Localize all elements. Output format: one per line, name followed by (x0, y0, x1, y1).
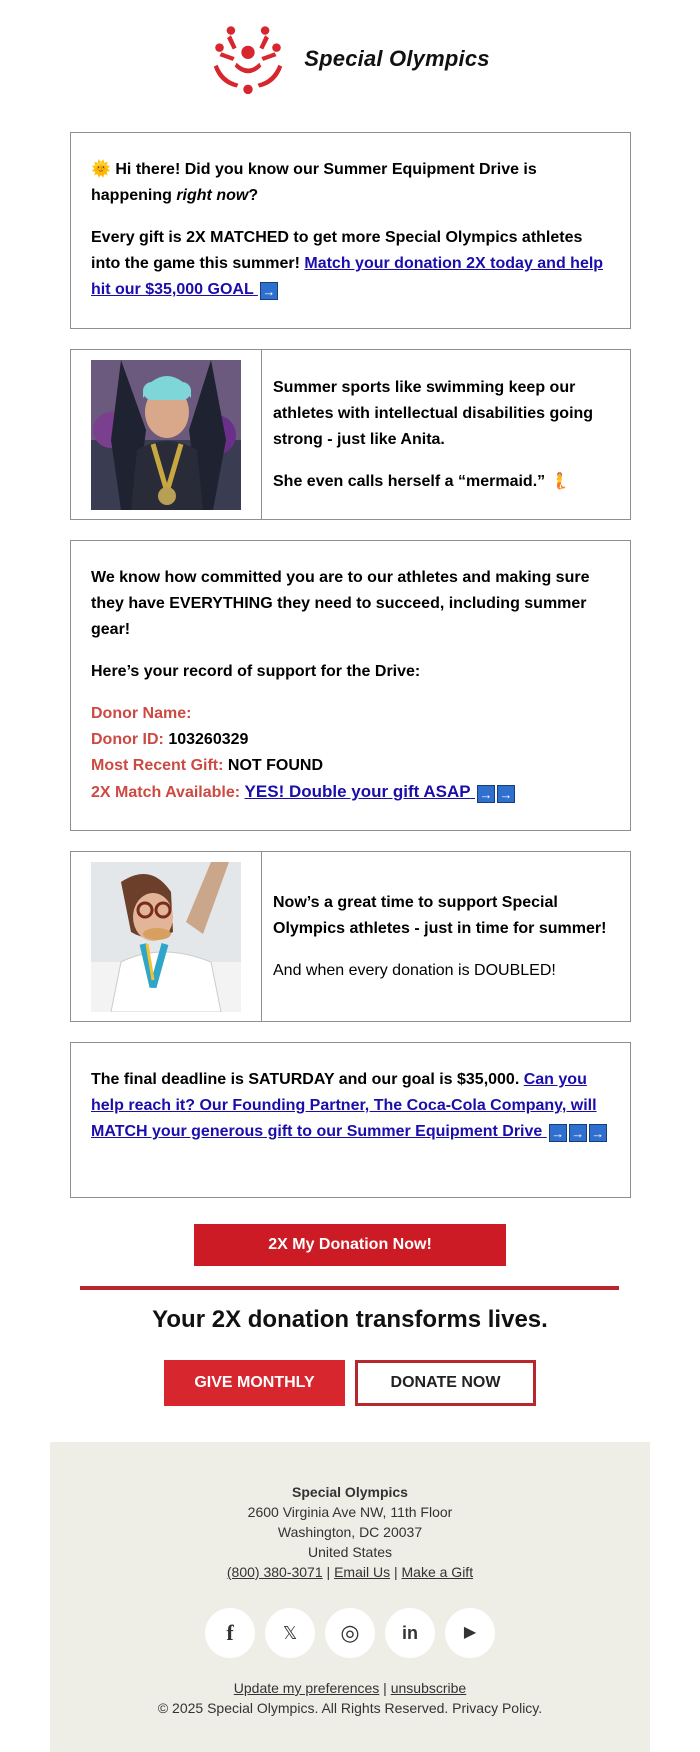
footer-address-line2: Washington, DC 20037 (277, 1524, 423, 1540)
sun-icon: 🌞 (91, 161, 111, 178)
double-donation-button[interactable]: 2X My Donation Now! (194, 1224, 506, 1266)
special-olympics-logo-icon (210, 21, 286, 97)
unsubscribe-link[interactable]: unsubscribe (390, 1680, 467, 1696)
donor-name-label: Donor Name: (91, 705, 192, 722)
separator: | (379, 1680, 391, 1696)
x-twitter-icon[interactable]: 𝕏 (265, 1608, 315, 1658)
arrow-right-icon: → (497, 785, 515, 803)
email-header (0, 0, 700, 132)
give-monthly-button[interactable]: GIVE MONTHLY (164, 1360, 345, 1406)
update-preferences-link[interactable]: Update my preferences (233, 1680, 380, 1696)
intro-card (70, 132, 631, 329)
footer-org-name: Special Olympics (292, 1484, 408, 1500)
intro-paragraph (91, 157, 610, 209)
deadline-paragraph (91, 1067, 610, 1145)
match-available-label: 2X Match Available: (91, 784, 241, 801)
support-now-text: Now’s a great time to support Special Olympics athletes - just in time for summer! (273, 893, 607, 937)
footer-country: United States (307, 1544, 393, 1560)
donor-record (91, 701, 610, 806)
match-donation-link-text: Match your donation 2X today and help hit our $35,000 GOAL (91, 255, 604, 298)
instagram-icon[interactable]: ◎ (325, 1608, 375, 1658)
match-paragraph (91, 225, 610, 303)
match-available-row (91, 779, 610, 806)
social-links (50, 1608, 650, 1658)
separator: | (322, 1564, 335, 1580)
swimmer-story-text: Summer sports like swimming keep our athletes with intellectual disabilities going strong - just like Anita. (273, 378, 594, 448)
arrow-right-icon: → (477, 785, 495, 803)
commitment-text: We know how committed you are to our athletes and making sure they have EVERYTHING they need to succeed, including summer gear! (91, 569, 590, 638)
double-gift-link[interactable] (245, 782, 515, 801)
brand-name: Special Olympics (304, 46, 490, 71)
recent-gift-value: NOT FOUND (227, 757, 324, 774)
recent-gift-row (91, 753, 610, 779)
recent-gift-label: Most Recent Gift: (91, 757, 224, 774)
support-record-card (70, 540, 631, 831)
deadline-text: The final deadline is SATURDAY and our goal is $35,000. (91, 1071, 524, 1088)
medal-story-card (70, 851, 631, 1022)
section-divider (80, 1286, 619, 1290)
footer-contact-links (50, 1562, 650, 1582)
donor-id-label: Donor ID: (91, 731, 164, 748)
copyright: © 2025 Special Olympics. All Rights Reserved. Privacy Policy. (157, 1700, 543, 1716)
arrow-right-icon: → (589, 1124, 607, 1142)
footer (50, 1442, 650, 1752)
athlete-medal-photo (91, 862, 241, 1012)
donor-id-value: 103260329 (168, 731, 249, 748)
deadline-card (70, 1042, 631, 1198)
mermaid-text: She even calls herself a “mermaid.” 🧜 (273, 472, 570, 490)
footer-preferences (50, 1678, 650, 1698)
double-gift-link-text: YES! Double your gift ASAP (244, 782, 471, 801)
footer-address-line1: 2600 Virginia Ave NW, 11th Floor (247, 1504, 453, 1520)
donor-name-row (91, 701, 610, 727)
swimmer-story-card (70, 349, 631, 520)
separator: | (390, 1564, 402, 1580)
doubled-text: And when every donation is DOUBLED! (273, 961, 556, 979)
athlete-swimmer-photo (91, 360, 241, 510)
intro-text: Hi there! Did you know our Summer Equipment Drive is happening (91, 161, 537, 204)
make-a-gift-link[interactable]: Make a Gift (401, 1564, 474, 1580)
linkedin-icon[interactable]: in (385, 1608, 435, 1658)
record-intro-text: Here’s your record of support for the Drive: (91, 663, 421, 680)
tagline: Your 2X donation transforms lives. (152, 1306, 548, 1333)
arrow-right-icon: → (569, 1124, 587, 1142)
brand-logo[interactable] (210, 21, 489, 97)
coca-cola-match-link-text: Can you help reach it? Our Founding Partner, The Coca-Cola Company, will MATCH your generous gift to our Summer Equipment Drive (91, 1071, 597, 1140)
arrow-right-icon: → (549, 1124, 567, 1142)
donate-now-button[interactable]: DONATE NOW (355, 1360, 536, 1406)
facebook-icon[interactable]: f (205, 1608, 255, 1658)
youtube-icon[interactable]: ▶ (445, 1608, 495, 1658)
donor-id-row (91, 727, 610, 753)
phone-link[interactable]: (800) 380-3071 (226, 1564, 323, 1580)
intro-text-end: ? (248, 187, 259, 204)
intro-emphasis: right now (176, 187, 249, 204)
match-text: Every gift is 2X MATCHED to get more Special Olympics athletes into the game this summer! (91, 229, 583, 272)
email-us-link[interactable]: Email Us (334, 1564, 391, 1580)
arrow-right-icon: → (260, 282, 278, 300)
